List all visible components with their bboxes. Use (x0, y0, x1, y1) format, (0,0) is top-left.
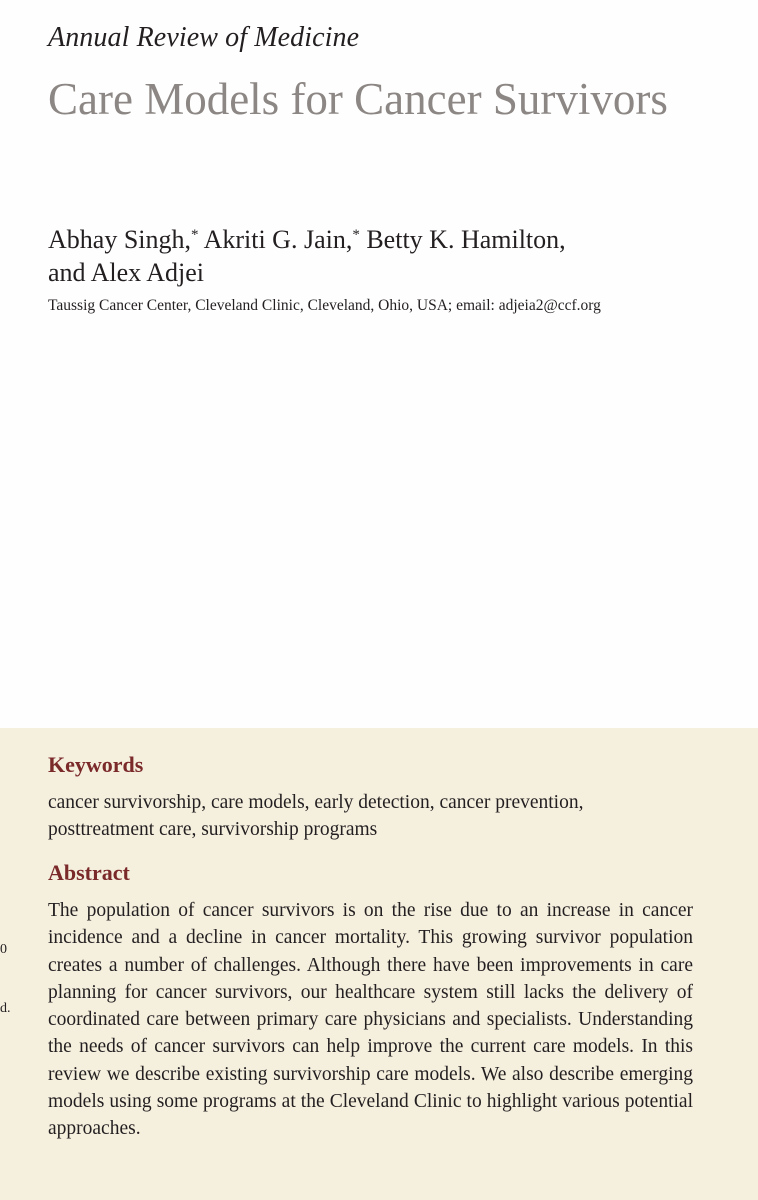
margin-text-fragment: 0 (0, 942, 7, 957)
author-name: and Alex Adjei (48, 258, 204, 287)
journal-name: Annual Review of Medicine (48, 22, 360, 53)
equal-contribution-mark: * (191, 227, 199, 243)
article-title: Care Models for Cancer Survivors (48, 74, 668, 124)
author-list (48, 219, 688, 289)
author-name: Akriti G. Jain, (203, 225, 353, 254)
abstract-body: The population of cancer survivors is on the rise due to an increase in cancer incidence and a decline in cancer mortality. This growing survivor population creates a number of challenges. Although there have been improvements in care planning for cancer survivors, our healthcare system still lacks the delivery of coordinated care between primary care physicians and specialists. Understanding the needs of cancer survivors can help improve the current care models. In this review we describe existing survivorship care models. We also describe emerging models using some programs at the Cleveland Clinic to highlight various potential approaches. (48, 900, 693, 1140)
author-name: Abhay Singh, (48, 225, 191, 254)
author-name: Betty K. Hamilton, (366, 225, 566, 254)
margin-text-fragment: d. (0, 1001, 11, 1016)
keywords-list: cancer survivorship, care models, early detection, cancer prevention, posttreatment care, survivorship programs (48, 792, 584, 840)
affiliation: Taussig Cancer Center, Cleveland Clinic, Cleveland, Ohio, USA; email: adjeia2@ccf.org (48, 297, 601, 314)
equal-contribution-mark: * (352, 227, 360, 243)
abstract-heading: Abstract (48, 860, 130, 885)
keywords-heading: Keywords (48, 752, 144, 777)
